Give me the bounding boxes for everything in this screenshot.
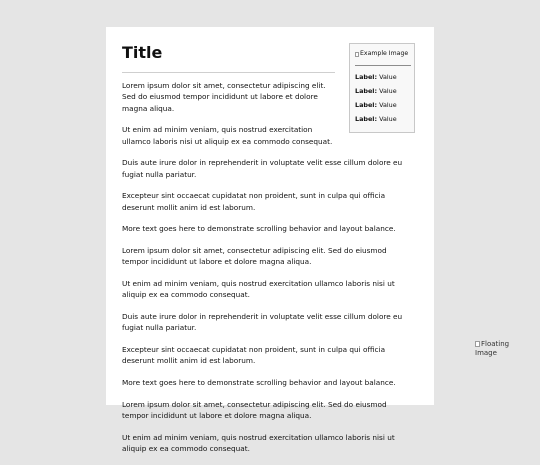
paragraph: Excepteur sint occaecat cupidatat non proident, sunt in culpa qui officia deserunt mollit anim id est laborum. — [122, 191, 386, 212]
infobox — [349, 43, 415, 133]
infobox-value: Value — [379, 101, 397, 109]
paragraph: Ut enim ad minim veniam, quis nostrud exercitation ullamco laboris nisi ut aliquip ex ea commodo consequat. — [122, 432, 395, 453]
infobox-value: Value — [379, 73, 397, 81]
paragraph: Lorem ipsum dolor sit amet, consectetur adipiscing elit. Sed do eiusmod tempor incididunt ut labore et dolore magna aliqua. — [122, 246, 387, 267]
infobox-row — [355, 115, 397, 123]
paragraph: Duis aute irure dolor in reprehenderit in voluptate velit esse cillum dolore eu fugiat nulla pariatur. — [122, 158, 403, 179]
paragraph: Lorem ipsum dolor sit amet, consectetur adipiscing elit. Sed do eiusmod tempor incididunt ut labore et dolore magna aliqua. — [122, 81, 326, 113]
infobox-label: Label: — [355, 101, 378, 109]
infobox-divider — [355, 65, 411, 66]
floating-image — [475, 340, 515, 357]
infobox-label: Label: — [355, 73, 378, 81]
infobox-row — [355, 73, 397, 81]
paragraph: Lorem ipsum dolor sit amet, consectetur adipiscing elit. Sed do eiusmod tempor incididunt ut labore et dolore magna aliqua. — [122, 399, 387, 420]
infobox-label: Label: — [355, 115, 378, 123]
paragraph: Duis aute irure dolor in reprehenderit in voluptate velit esse cillum dolore eu fugiat nulla pariatur. — [122, 312, 403, 333]
article-page — [106, 27, 434, 453]
floating-image-alt: Floating Image — [475, 340, 510, 357]
infobox-row — [355, 101, 397, 109]
paragraph: More text goes here to demonstrate scrolling behavior and layout balance. — [122, 378, 396, 387]
paragraph: Excepteur sint occaecat cupidatat non proident, sunt in culpa qui officia deserunt mollit anim id est laborum. — [122, 345, 386, 366]
infobox-image — [355, 50, 408, 58]
infobox-row — [355, 87, 397, 95]
broken-image-icon — [475, 341, 480, 347]
broken-image-icon — [355, 52, 359, 57]
paragraph: Ut enim ad minim veniam, quis nostrud exercitation ullamco laboris nisi ut aliquip ex ea commodo consequat. — [122, 125, 333, 146]
infobox-image-alt: Example Image — [360, 50, 409, 57]
paragraph: Ut enim ad minim veniam, quis nostrud exercitation ullamco laboris nisi ut aliquip ex ea commodo consequat. — [122, 279, 395, 300]
title-divider — [122, 72, 335, 73]
infobox-label: Label: — [355, 87, 378, 95]
infobox-value: Value — [379, 115, 397, 123]
infobox-value: Value — [379, 87, 397, 95]
page-title: Title — [122, 43, 163, 62]
paragraph: More text goes here to demonstrate scrolling behavior and layout balance. — [122, 224, 396, 234]
